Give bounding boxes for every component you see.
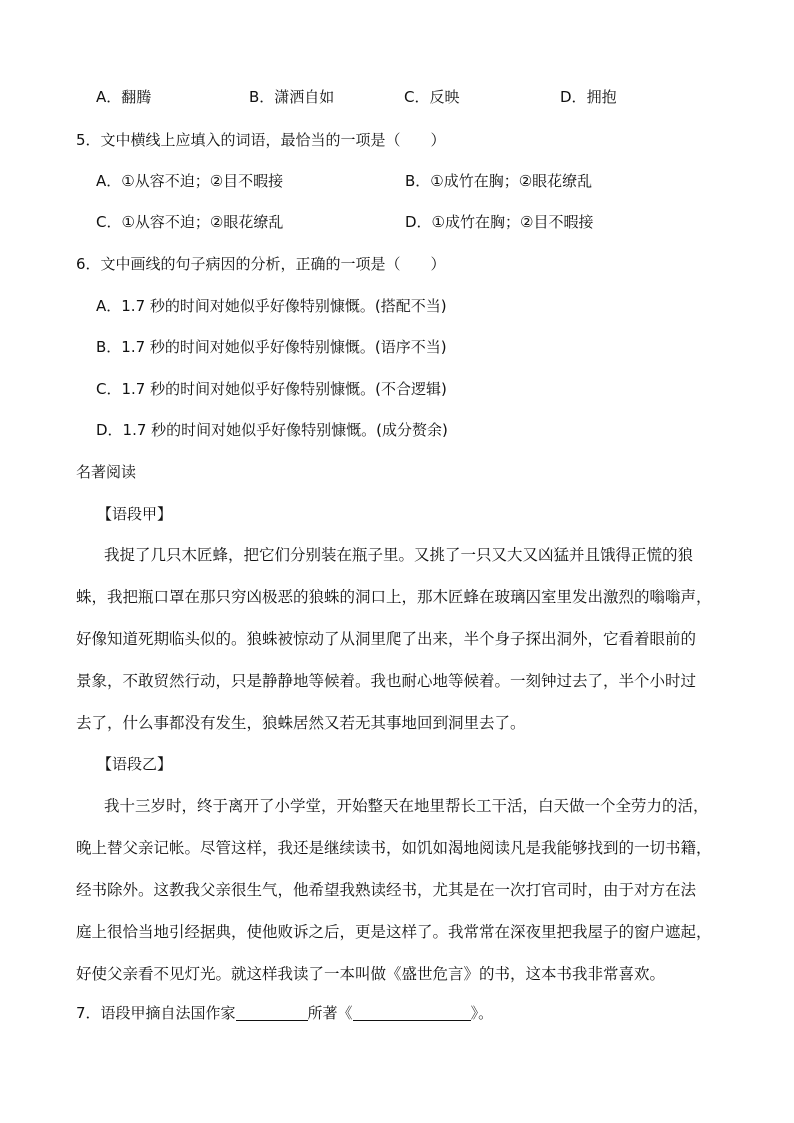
q7-text-part3: 》。: [470, 1004, 494, 1022]
q6-option-b: B．1.7 秒的时间对她似乎好像特别慷慨。(语序不当): [96, 338, 447, 356]
passage-b-heading: 【语段乙】: [97, 755, 173, 773]
passage-a-line-4: 景象，不敢贸然行动，只是静静地等候着。我也耐心地等候着。一刻钟过去了，半个小时过: [76, 672, 697, 690]
passage-b-line-2: 晚上替父亲记帐。尽管这样，我还是继续读书，如饥如渴地阅读凡是我能够找到的一切书籍，: [76, 839, 712, 857]
q4-option-c-key: C．: [404, 88, 430, 106]
passage-b-line-3: 经书除外。这教我父亲很生气，他希望我熟读经书，尤其是在一次打官司时，由于对方在法: [76, 881, 697, 899]
q4-option-c: [404, 86, 460, 107]
q7-book-title-blank[interactable]: [353, 1004, 471, 1021]
q4-option-d: [560, 86, 617, 107]
q7-author-blank[interactable]: [236, 1004, 308, 1021]
q5-option-a: A．①从容不迫；②目不暇接: [96, 172, 284, 190]
q4-option-a: [96, 86, 151, 107]
passage-a-line-2: 蛛，我把瓶口罩在那只穷凶极恶的狼蛛的洞口上，那木匠蜂在玻璃囚室里发出激烈的嗡嗡声，: [76, 588, 712, 606]
q6-option-a: A．1.7 秒的时间对她似乎好像特别慷慨。(搭配不当): [96, 297, 447, 315]
q4-option-c-text: 反映: [429, 88, 460, 106]
passage-a-line-3: 好像知道死期临头似的。狼蛛被惊动了从洞里爬了出来，半个身子探出洞外，它看着眼前的: [76, 630, 697, 648]
q5-stem: 5．文中横线上应填入的词语，最恰当的一项是（ ）: [76, 131, 446, 149]
q4-option-a-text: 翻腾: [121, 88, 152, 106]
q7-text-part1: 7．语段甲摘自法国作家: [76, 1004, 236, 1022]
q6-stem: 6．文中画线的句子病因的分析，正确的一项是（ ）: [76, 255, 446, 273]
q7-text-part2: 所著《: [307, 1004, 353, 1022]
q7-question: [76, 1003, 493, 1023]
q5-option-c: C．①从容不迫；②眼花缭乱: [96, 213, 284, 231]
passage-b-line-1: 我十三岁时，终于离开了小学堂，开始整天在地里帮长工干活，白天做一个全劳力的活，: [104, 797, 709, 815]
q4-option-a-key: A．: [96, 88, 122, 106]
q4-option-b-text: 潇洒自如: [274, 88, 335, 106]
q4-option-d-text: 拥抱: [586, 88, 617, 106]
q5-option-b: B．①成竹在胸；②眼花缭乱: [405, 172, 593, 190]
passage-b-line-5: 好使父亲看不见灯光。就这样我读了一本叫做《盛世危言》的书，这本书我非常喜欢。: [76, 965, 666, 983]
q4-option-b-key: B．: [249, 88, 275, 106]
passage-a-line-5: 去了，什么事都没有发生，狼蛛居然又若无其事地回到洞里去了。: [76, 714, 526, 732]
section-title: 名著阅读: [76, 463, 137, 481]
q4-option-b: [249, 86, 334, 107]
passage-a-line-1: 我捉了几只木匠蜂，把它们分别装在瓶子里。又挑了一只又大又凶猛并且饿得正慌的狼: [104, 546, 694, 564]
q6-option-d: D．1.7 秒的时间对她似乎好像特别慷慨。(成分赘余): [96, 421, 448, 439]
passage-b-line-4: 庭上很恰当地引经据典，使他败诉之后，更是这样了。我常常在深夜里把我屋子的窗户遮起，: [76, 923, 712, 941]
q5-option-d: D．①成竹在胸；②目不暇接: [405, 213, 594, 231]
passage-a-heading: 【语段甲】: [97, 505, 173, 523]
q6-option-c: C．1.7 秒的时间对她似乎好像特别慷慨。(不合逻辑): [96, 380, 447, 398]
q4-option-d-key: D．: [560, 88, 587, 106]
